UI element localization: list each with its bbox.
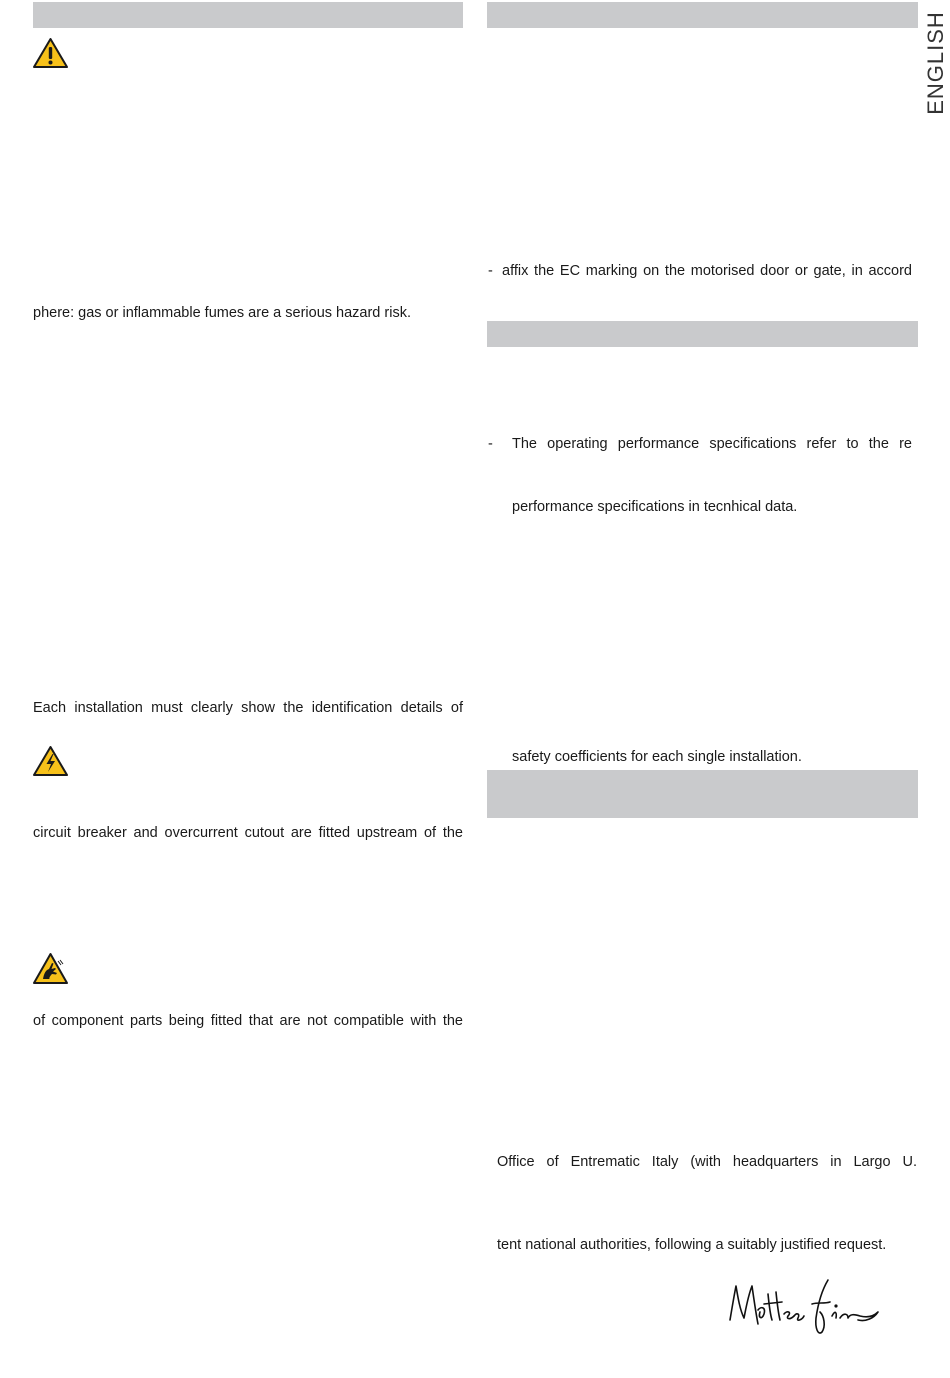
ec-marking-dash: - (488, 263, 493, 279)
authorities-text: tent national authorities, following a suitably justified request. (497, 1237, 887, 1253)
safety-coefficients-text: safety coefficients for each single installation. (512, 749, 802, 765)
handwritten-signature (724, 1274, 884, 1344)
section-header-band-right-middle (487, 321, 918, 347)
circuit-breaker-text: circuit breaker and overcurrent cutout are fitted upstream of the (33, 825, 463, 841)
identification-text: Each installation must clearly show the identification details of (33, 700, 463, 716)
warning-exclamation-icon (32, 37, 69, 69)
warning-text: phere: gas or inflammable fumes are a serious hazard risk. (33, 305, 411, 321)
office-text: Office of Entrematic Italy (with headquarters in Largo U. (497, 1154, 917, 1170)
electrical-hazard-icon (32, 745, 69, 777)
language-tab: ENGLISH (923, 11, 948, 115)
section-header-band-right-bottom (487, 770, 918, 818)
performance-text-continued: performance specifications in tecnhical data. (512, 499, 798, 515)
section-header-band-left (33, 2, 463, 28)
electrostatic-discharge-icon (32, 952, 69, 985)
ec-marking-text: affix the EC marking on the motorised door or gate, in accord (502, 263, 912, 279)
performance-dash: - (488, 436, 493, 452)
performance-text: The operating performance specifications refer to the re (512, 436, 912, 452)
section-header-band-right-top (487, 2, 918, 28)
component-parts-text: of component parts being fitted that are not compatible with the (33, 1013, 463, 1029)
